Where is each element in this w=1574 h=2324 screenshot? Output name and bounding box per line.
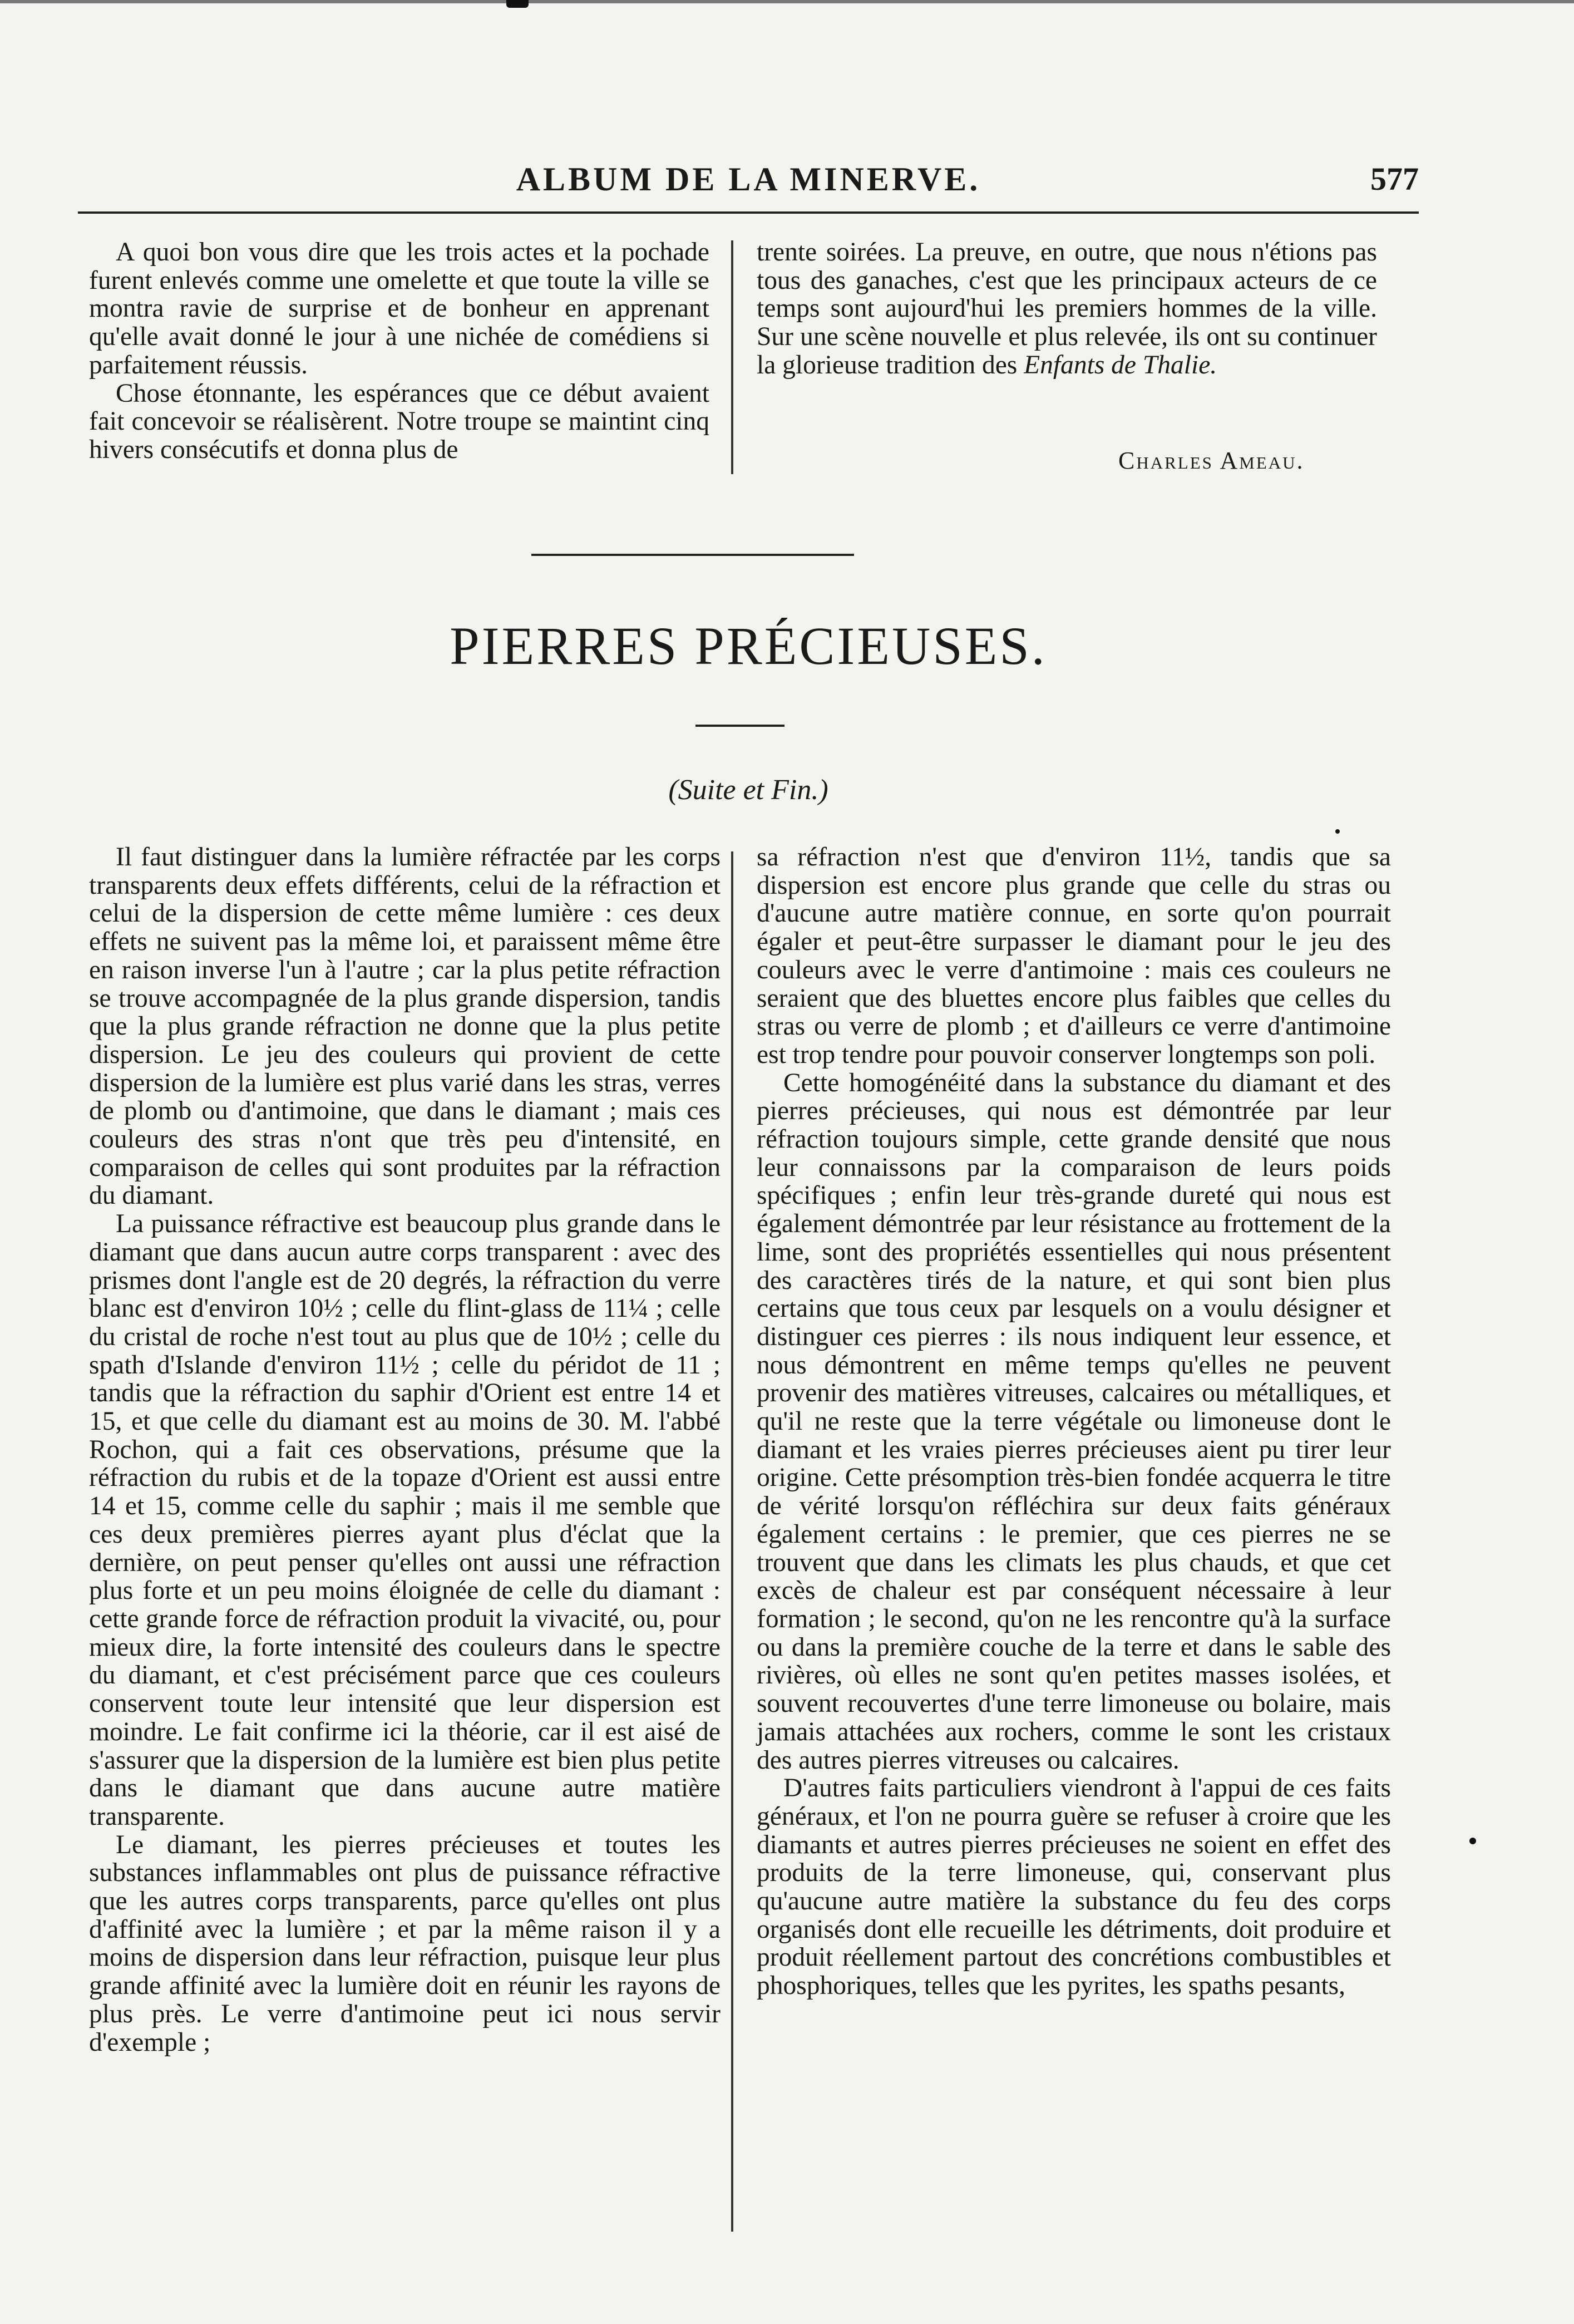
header-rule (78, 211, 1419, 214)
paragraph: Le diamant, les pierres précieuses et toutes les substances inflammables ont plus de puissance réfractive que les autres corps transparents, parce qu'elles ont plus d'affinité avec la lumière ; et par la même raison il y a moins de dispersion dans leur réfraction, puisque leur plus grande affinité avec la lumière doit en réunir les rayons de plus près. Le verre d'antimoine peut ici nous servir d'exemple ; (89, 1830, 721, 2057)
article-left-column (89, 843, 721, 2056)
paragraph: sa réfraction n'est que d'environ 11½, tandis que sa dispersion est encore plus grande que celle du stras ou d'aucune autre matière connue, en sorte qu'on pourrait égaler et peut-être surpasser le diamant pour le jeu des couleurs avec le verre d'antimoine : mais ces couleurs ne seraient que des bluettes encore plus faibles que celles du stras ou verre de plomb ; et d'ailleurs ce verre d'antimoine est trop tendre pour pouvoir conserver longtemps son poli. (757, 843, 1391, 1069)
paragraph-text: trente soirées. La preuve, en outre, que nous n'étions pas tous des ganaches, c'est que les principaux acteurs de ce temps sont aujourd'hui les premiers hommes de la ville. Sur une scène nouvelle et plus relevée, ils ont su continuer la glorieuse tradition des (757, 238, 1377, 380)
page-top-edge (0, 0, 1574, 3)
paragraph: Cette homogénéité dans la substance du diamant et des pierres précieuses, qui nous est démontrée par leur réfraction toujours simple, cette grande densité que nous leur connaissons par la comparaison de leurs poids spécifiques ; enfin leur très-grande dureté qui nous est également démontrée par leur résistance au frottement de la lime, sont des propriétés essentielles qui nous présentent des caractères tirés de la nature, et qui sont bien plus certains que tous ceux par lesquels on a voulu désigner et distinguer ces pierres : ils nous indiquent leur essence, et nous démontrent en même temps qu'elles ne peuvent provenir des matières vitreuses, calcaires ou métalliques, et qu'il ne reste que la terre végétale ou limoneuse dont le diamant et les vraies pierres précieuses aient pu tirer leur origine. Cette présomption très-bien fondée acquerra le titre de vérité lorsqu'on réfléchira sur deux faits généraux également certains : le premier, que ces pierres ne se trouvent que dans les climats les plus chauds, et que cet excès de chaleur est par conséquent nécessaire à leur formation ; le second, qu'on ne les rencontre qu'à la surface ou dans la première couche de la terre et dans le sable des rivières, où elles ne sont qu'en petites masses isolées, et souvent recouvertes d'une terre limoneuse ou bolaire, mais jamais attachées aux rochers, comme le sont les cristaux des autres pierres vitreuses ou calcaires. (757, 1068, 1391, 1775)
paragraph: Il faut distinguer dans la lumière réfractée par les corps transparents deux effets différents, celui de la réfraction et celui de la dispersion de cette même lumière : ces deux effets ne suivent pas la même loi, et paraissent même être en raison inverse l'un à l'autre ; car la plus petite réfraction se trouve accompagnée de la plus grande dispersion, tandis que la plus grande réfraction ne donne que la plus petite dispersion. Le jeu des couleurs qui provient de cette dispersion de la lumière est plus varié dans les stras, verres de plomb ou d'antimoine, que dans le diamant ; mais ces couleurs des stras n'ont que très peu d'intensité, en comparaison de celles qui sont produites par la réfraction du diamant. (89, 843, 721, 1210)
paragraph: Chose étonnante, les espérances que ce début avaient fait concevoir se réalisèrent. Notre troupe se maintint cinq hivers consécutifs et donna plus de (89, 378, 709, 464)
running-header (78, 160, 1419, 210)
running-title: ALBUM DE LA MINERVE. (516, 161, 981, 198)
column-divider (731, 851, 733, 2232)
ink-spot (1335, 829, 1340, 834)
previous-article-right-column (757, 238, 1377, 380)
column-divider (731, 240, 733, 474)
separator-rule (531, 554, 854, 556)
article-subtitle: (Suite et Fin.) (668, 774, 828, 806)
italic-title: Enfants de Thalie. (1024, 350, 1217, 380)
previous-article-left-column (89, 238, 709, 464)
paragraph (757, 238, 1377, 380)
paragraph: A quoi bon vous dire que les trois actes et la pochade furent enlevés comme une omelette et que toute la ville se montra ravie de surprise et de bonheur en apprenant qu'elle avait donné le jour à une nichée de comédiens si parfaitement réussis. (89, 238, 709, 380)
article-title: PIERRES PRÉCIEUSES. (450, 616, 1047, 676)
title-rule (695, 725, 784, 727)
article-right-column (757, 843, 1391, 2000)
paragraph: D'autres faits particuliers viendront à l'appui de ces faits généraux, et l'on ne pourra guère se refuser à croire que les diamants et autres pierres précieuses ne soient en effet des produits de la terre limoneuse, qui, conservant plus qu'aucune autre matière la substance du feu des corps organisés dont elle recueille les détriments, doit produire et produit réellement partout des concrétions combustibles et phosphoriques, telles que les pyrites, les spaths pesants, (757, 1774, 1391, 2001)
paragraph: La puissance réfractive est beaucoup plus grande dans le diamant que dans aucun autre corps transparent : avec des prismes dont l'angle est de 20 degrés, la réfraction du verre blanc est d'environ 10½ ; celle du flint-glass de 11¼ ; celle du cristal de roche n'est tout au plus que de 10½ ; celle du spath d'Islande d'environ 11½ ; celle du péridot de 11 ; tandis que la réfraction du saphir d'Orient est entre 14 et 15, et que celle du diamant est au moins de 30. M. l'abbé Rochon, qui a fait ces observations, présume que la réfraction du rubis et de la topaze d'Orient est aussi entre 14 et 15, comme celle du saphir ; mais il me semble que ces deux premières pierres ayant plus d'éclat que la dernière, on peut penser qu'elles ont aussi une réfraction plus forte et un peu moins éloignée de celle du diamant : cette grande force de réfraction produit la vivacité, ou, pour mieux dire, la forte intensité des couleurs dans le spectre du diamant, et c'est précisément parce que ces couleurs conservent toute leur intensité que leur dispersion est moindre. Le fait confirme ici la théorie, car il est aisé de s'assurer que la dispersion de la lumière est bien plus petite dans le diamant que dans aucune autre matière transparente. (89, 1209, 721, 1831)
author-signature: Charles Ameau. (1118, 447, 1305, 474)
ink-spot (1469, 1838, 1476, 1844)
page-number: 577 (1370, 161, 1419, 197)
print-mark (506, 0, 529, 8)
